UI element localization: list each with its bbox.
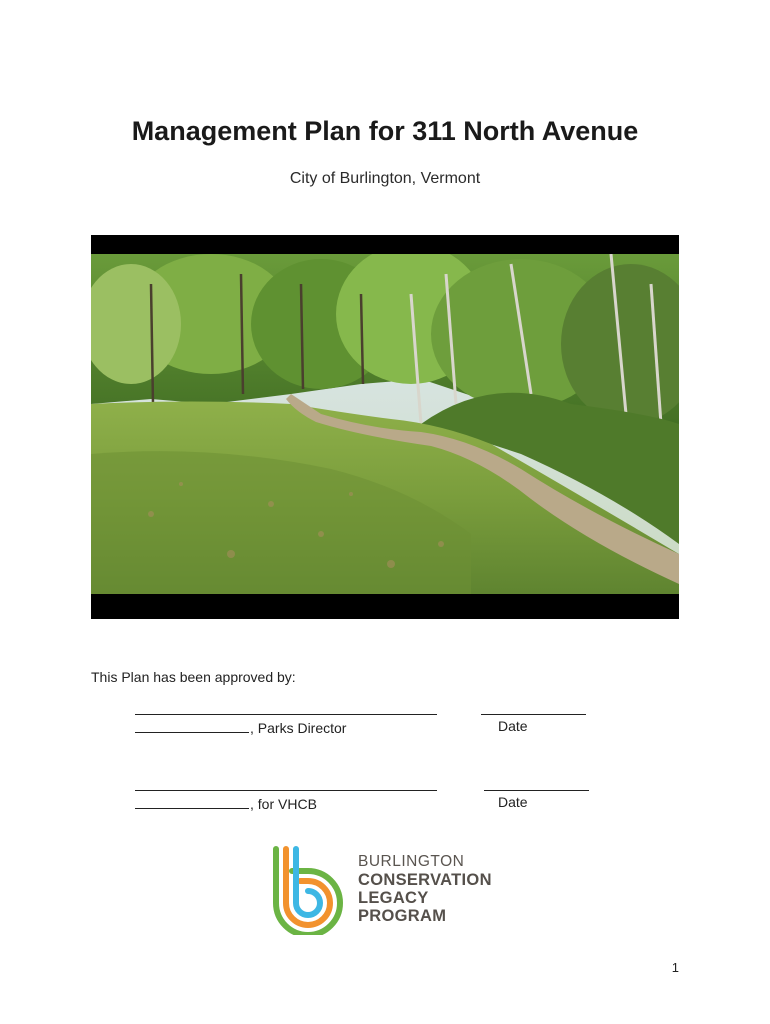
signature-label-vhcb — [135, 794, 317, 812]
date-label-vhcb: Date — [498, 794, 528, 810]
date-label-parks-director: Date — [498, 718, 528, 734]
logo-line-conservation: CONSERVATION — [358, 871, 492, 889]
cover-photo-frame — [91, 235, 679, 619]
approval-intro: This Plan has been approved by: — [91, 669, 296, 685]
logo-line-burlington: BURLINGTON — [358, 853, 465, 870]
page-number: 1 — [671, 960, 679, 975]
signature-line-parks-director[interactable] — [135, 714, 437, 715]
signature-label-parks-director — [135, 718, 346, 736]
role-text: , Parks Director — [250, 720, 347, 736]
signature-line-vhcb[interactable] — [135, 790, 437, 791]
logo-line-legacy: LEGACY — [358, 889, 429, 907]
date-line-vhcb[interactable] — [484, 790, 589, 791]
cover-photo — [91, 254, 679, 594]
logo-line-program: PROGRAM — [358, 907, 447, 925]
name-blank[interactable] — [135, 794, 249, 809]
name-blank[interactable] — [135, 718, 249, 733]
document-subtitle: City of Burlington, Vermont — [289, 170, 481, 187]
logo-wordmark — [358, 853, 492, 925]
trail-landscape-image — [91, 254, 679, 594]
date-line-parks-director[interactable] — [481, 714, 586, 715]
role-text: , for VHCB — [250, 796, 317, 812]
document-title: Management Plan for 311 North Avenue — [131, 116, 639, 146]
